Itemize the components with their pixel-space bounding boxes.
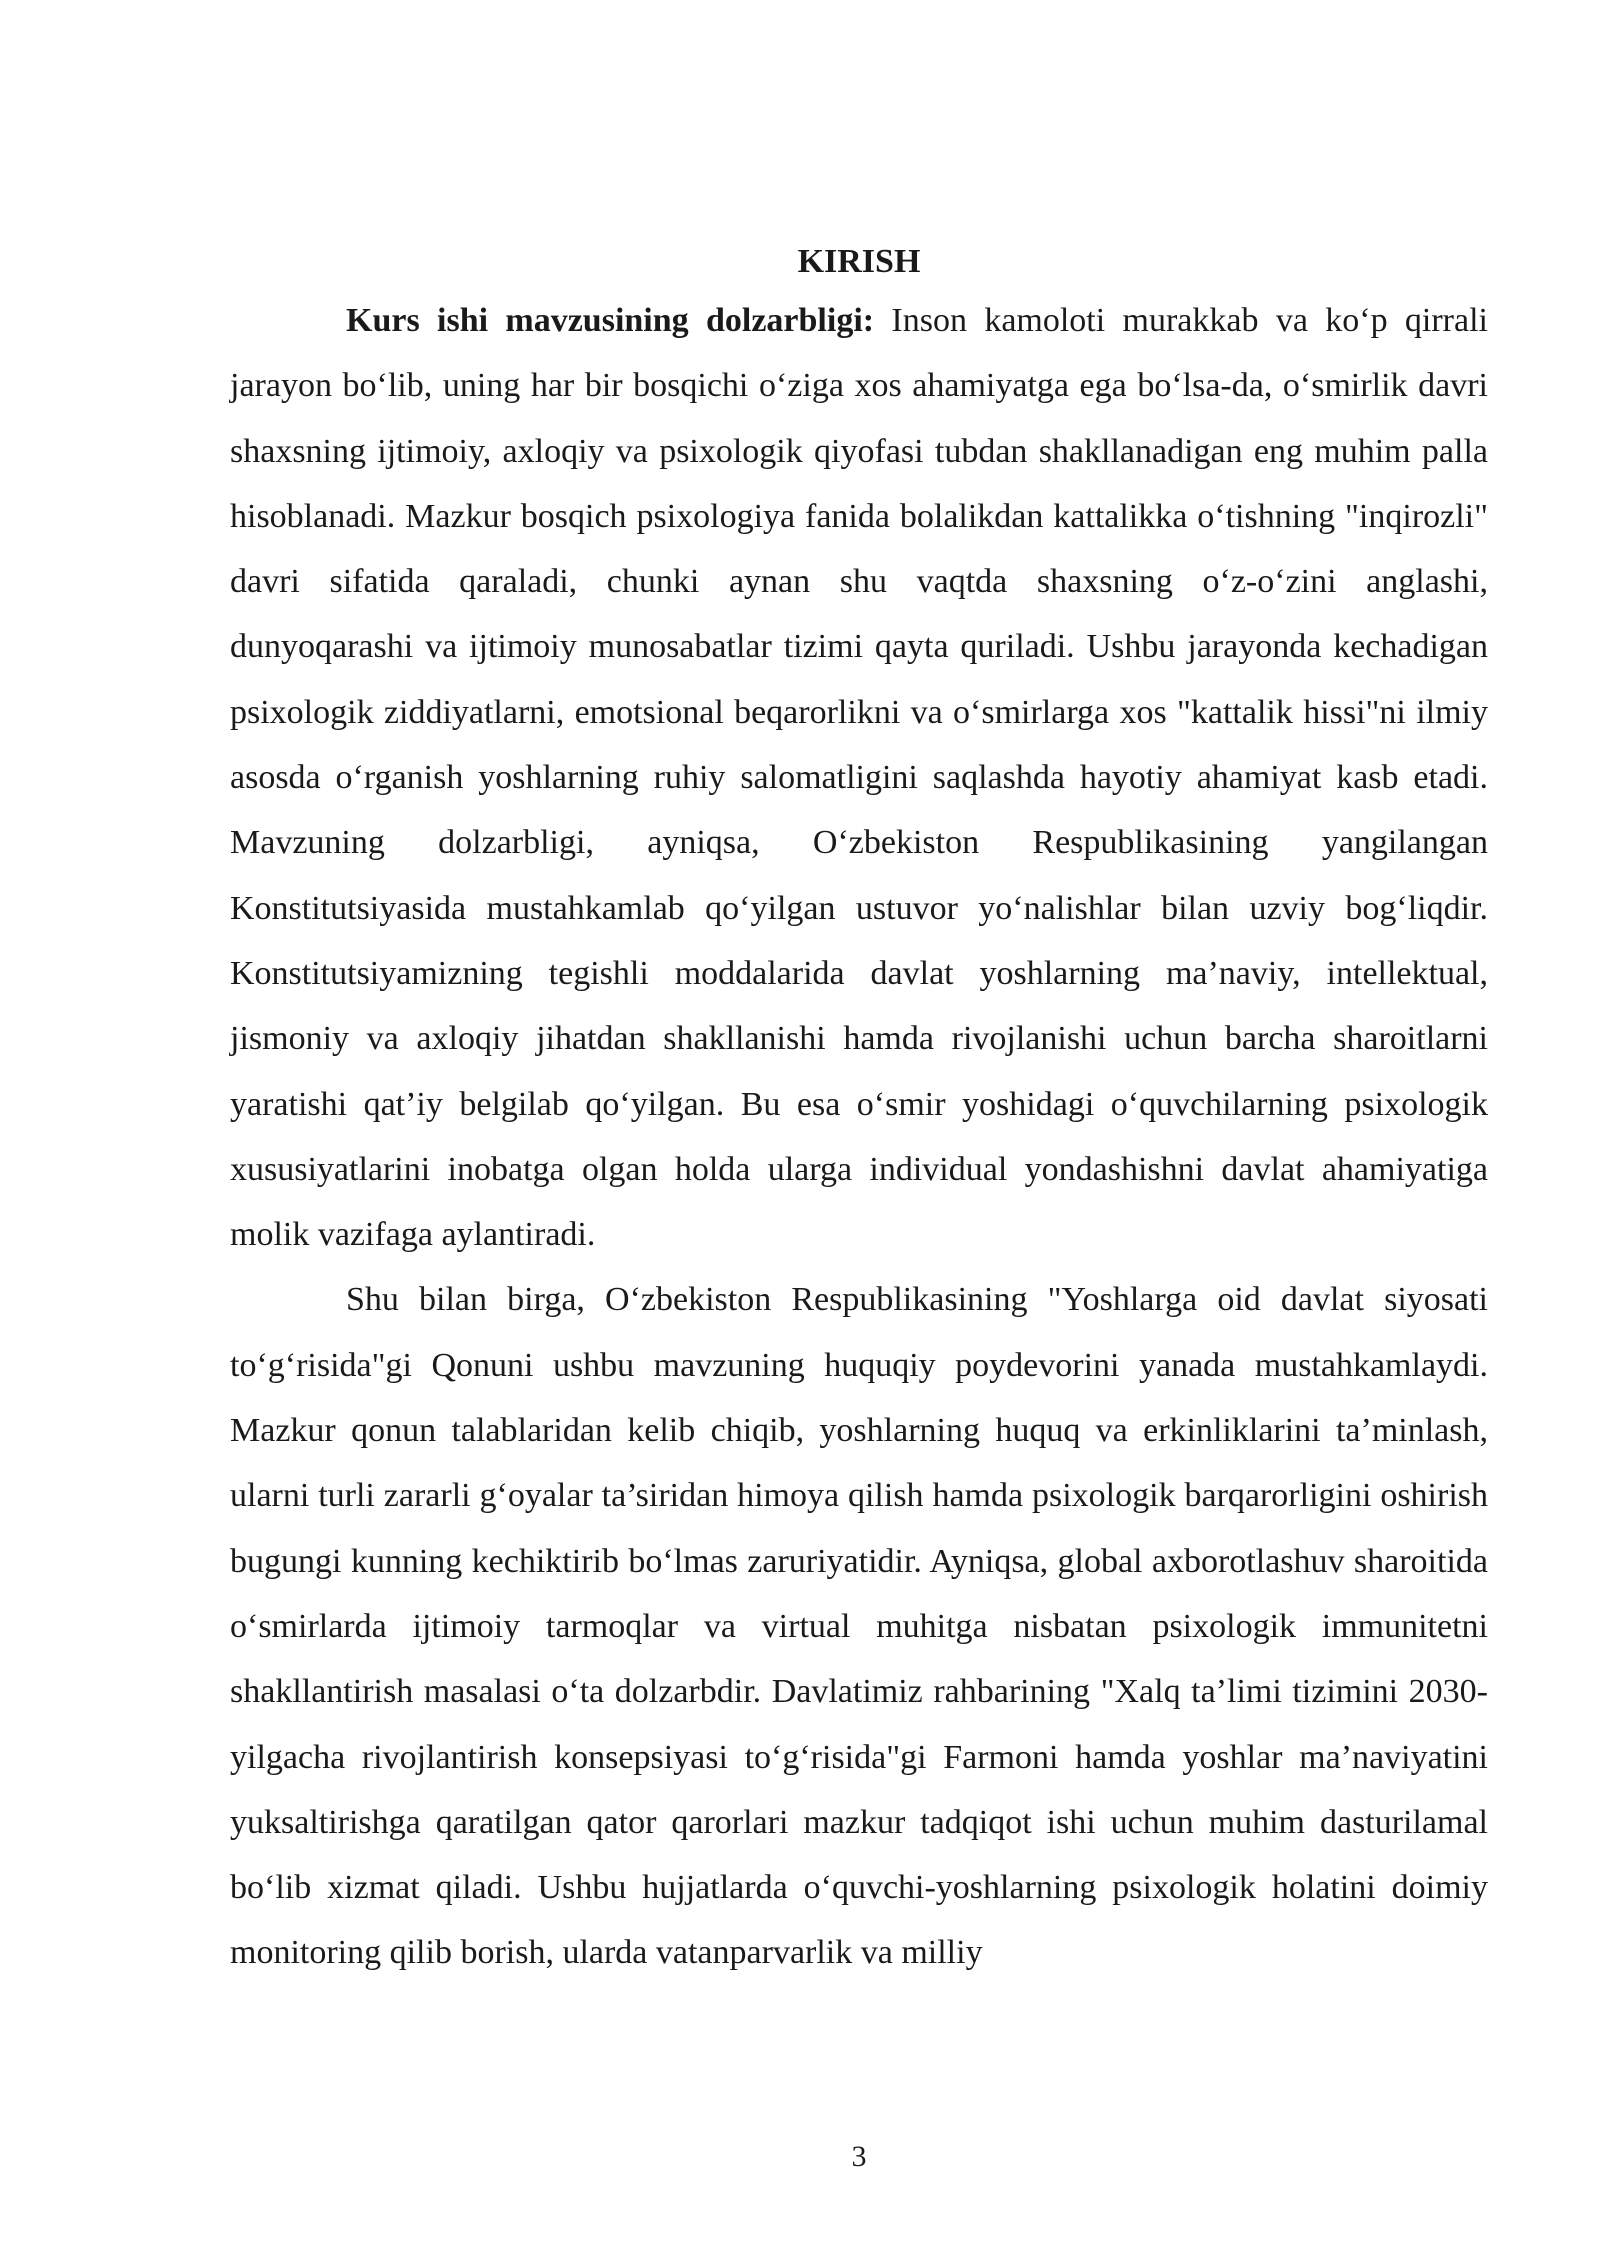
paragraph-body: Inson kamoloti murakkab va ko‘p qirrali jarayon bo‘lib, uning har bir bosqichi o‘ziga xos ahamiyatga ega bo‘lsa-da, o‘smirlik davri shaxsning ijtimoiy, axloqiy va psixologik qiyofasi tubdan shakllanadigan eng muhim palla hisoblanadi. Mazkur bosqich psixologiya fanida bolalikdan kattalikka o‘tishning "inqirozli" davri sifatida qaraladi, chunki aynan shu vaqtda shaxsning o‘z-o‘zini anglashi, dunyoqarashi va ijtimoiy munosabatlar tizimi qayta quriladi. Ushbu jarayonda kechadigan psixologik ziddiyatlarni, emotsional beqarorlikni va o‘smirlarga xos "kattalik hissi"ni ilmiy asosda o‘rganish yoshlarning ruhiy salomatligini saqlashda hayotiy ahamiyat kasb etadi. Mavzuning dolzarbligi, ayniqsa, O‘zbekiston Respublikasining yangilangan Konstitutsiyasida mustahkamlab qo‘yilgan ustuvor yo‘nalishlar bilan uzviy bog‘liqdir. Konstitutsiyamizning tegishli moddalarida davlat yoshlarning ma’naviy, intellektual, jismoniy va axloqiy jihatdan shakllanishi hamda rivojlanishi uchun barcha sharoitlarni yaratishi qat’iy belgilab qo‘yilgan. Bu esa o‘smir yoshidagi o‘quvchilarning psixologik xususiyatlarini inobatga olgan holda ularga individual yondashishni davlat ahamiyatiga molik vazifaga aylantiradi. xyxy=(230,302,1488,1254)
paragraph-legal-basis: Shu bilan birga, O‘zbekiston Respublikasining "Yoshlarga oid davlat siyosati to‘g‘risida"gi Qonuni ushbu mavzuning huquqiy poydevorini yanada mustahkamlaydi. Mazkur qonun talablaridan kelib chiqib, yoshlarning huquq va erkinliklarini ta’minlash, ularni turli zararli g‘oyalar ta’siridan himoya qilish hamda psixologik barqarorligini oshirish bugungi kunning kechiktirib bo‘lmas zaruriyatidir. Ayniqsa, global axborotlashuv sharoitida o‘smirlarda ijtimoiy tarmoqlar va virtual muhitga nisbatan psixologik immunitetni shakllantirish masalasi o‘ta dolzarbdir. Davlatimiz rahbarining "Xalq ta’limi tizimini 2030-yilgacha rivojlantirish konsepsiyasi to‘g‘risida"gi Farmoni hamda yoshlar ma’naviyatini yuksaltirishga qaratilgan qator qarorlari mazkur tadqiqot ishi uchun muhim dasturilamal bo‘lib xizmat qiladi. Ushbu hujjatlarda o‘quvchi-yoshlarning psixologik holatini doimiy monitoring qilib borish, ularda vatanparvarlik va milliy xyxy=(230,1281,1488,1972)
section-heading: KIRISH xyxy=(797,243,921,280)
page-content xyxy=(230,236,1488,1986)
page-number: 3 xyxy=(851,2140,867,2173)
paragraph-lead: Kurs ishi mavzusining dolzarbligi: xyxy=(346,302,875,339)
paragraph-relevance xyxy=(230,288,1488,1267)
